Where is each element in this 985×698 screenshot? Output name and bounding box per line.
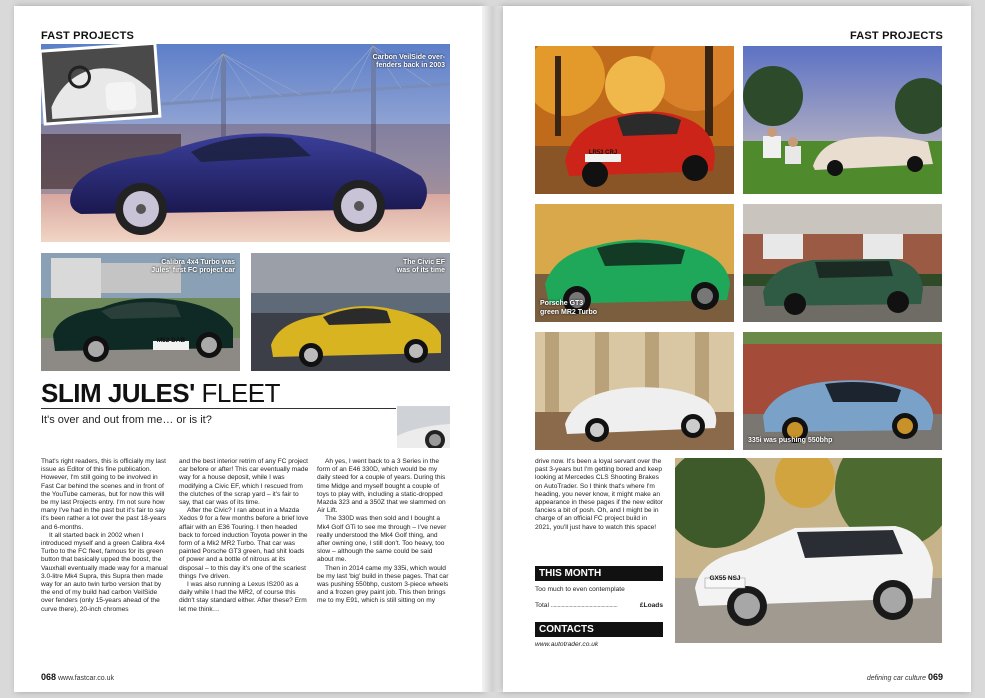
body-column-1: That's right readers, this is officially my last issue as Editor of this fine publication. However, I'm still going to be involved in Fast Car behind the scenes and in front of the YouTube cameras, but for now this will be my last Projects entry. I'm not sure how many I've had in the past but it's fair to say it's been rather a lot over the past 18-years and 6-months. It all started back in 2002 when I introduced myself and a green Calibra 4x4 Turbo to the FC fleet, famous for its green button that basically upped the boost, the Vauxhall eventually made way for a manual 3.0-litre Mk4 Supra, this Supra then made way for an auto twin turbo version that by the end of my build had carbon VeilSide over fenders (only 15-years ahead of the curve there), 20-inch chromes	[41, 458, 168, 613]
right-body-column: drive now. It's been a loyal servant over the past 3-years but I'm getting bored and keep looking at Mercedes CLS Shooting Brakes on AutoTrader. So I think that's where I'm heading, you never know, it might make an appearance in these pages if the new editor fancies a bit of posh. Oh, and I might be in charge of an official FC project build in 2021, you'll just have to watch this space!	[535, 458, 663, 531]
e46-autumn-photo	[535, 46, 734, 194]
right-page	[503, 6, 971, 692]
standfirst: It's over and out from me… or is it?	[41, 414, 212, 426]
e46-plate: LR53 CRJ	[588, 150, 618, 156]
civic-photo	[251, 253, 450, 371]
e91-photo	[675, 458, 942, 643]
350z-photo	[535, 332, 734, 450]
civic-caption: The Civic EF was of its time	[396, 259, 445, 275]
spine-gutter	[482, 6, 503, 692]
calibra-photo	[41, 253, 240, 371]
calibra-plate: M52 DAB	[156, 337, 186, 344]
supra-hero-photo	[41, 44, 450, 242]
article-title: SLIM JULES' FLEET	[41, 378, 280, 408]
body-column-2: and the best interior retrim of any FC project car before or after! This car eventually made way for a house deposit, while I was modifying a Civic EF, which I rescued from the clutches of the scrap yard – it's fair to say, that car was of its time. After the Civic? I ran about in a Mazda Xedos 9 for a few months before a brief love affair with an E36 Touring. I then headed back to forced induction Toyota power in the form of a Mk2 MR2 Turbo. That car was painted Porsche GT3 green, had shit loads of power and a bottle of nitrous at its disposal – to this day it's one of the scariest things I've driven. I was also running a Lexus IS200 as a daily while I had the MR2, of course this didn't stay standard either. After these? Erm let me think…	[179, 458, 309, 613]
calibra-caption: Calibra 4x4 Turbo was Jules' first FC project car	[151, 259, 235, 275]
gt3-caption: Porsche GT3 green MR2 Turbo	[540, 300, 598, 316]
contacts-url[interactable]: www.autotrader.co.uk	[535, 641, 599, 648]
body-column-3: Ah yes, I went back to a 3 Series in the form of an E46 330D, which would be my daily steed for a couple of years. During this time Midge and myself bought a couple of toys to play with, including a static-dropped Mazda 323 and a 350Z that we slammed on Air Lift. The 330D was then sold and I bought a Mk4 Golf GTi to see me through – I've never really understood the Mk4 Golf thing, and after owning one, I still don't. Too heavy, too slow – although the same could be said about me. Then in 2014 came my 335i, which would be my last 'big' build in these pages. That car was pushing 550bhp, custom 3-piece wheels and a frozen grey paint job. This then brings me to my E91, which is still sitting on my	[317, 458, 449, 605]
veilside-caption: Carbon VeilSide over- fenders back in 2003	[372, 54, 445, 70]
left-page	[14, 6, 482, 692]
e91-plate: GX55 NSJ	[709, 575, 741, 582]
this-month-line: Too much to even contemplate	[535, 586, 625, 593]
this-month-heading: THIS MONTH	[535, 566, 663, 581]
this-month-total: Total .................................................. £Loads	[535, 602, 663, 609]
golf-gti-photo	[743, 204, 942, 322]
right-page-header: FAST PROJECTS	[849, 30, 943, 42]
335i-caption: 335i was pushing 550bhp	[748, 436, 833, 444]
335i-photo	[743, 332, 942, 450]
mr2-gt3-green-photo	[535, 204, 734, 322]
wheel-corner-photo	[397, 406, 450, 448]
right-footer: defining car culture 069	[866, 672, 943, 682]
title-rule	[41, 408, 396, 409]
contacts-heading: CONTACTS	[535, 622, 663, 637]
left-page-header: FAST PROJECTS	[41, 30, 135, 42]
mazda-323-photo	[743, 46, 942, 194]
left-footer: 068 www.fastcar.co.uk	[41, 672, 114, 682]
